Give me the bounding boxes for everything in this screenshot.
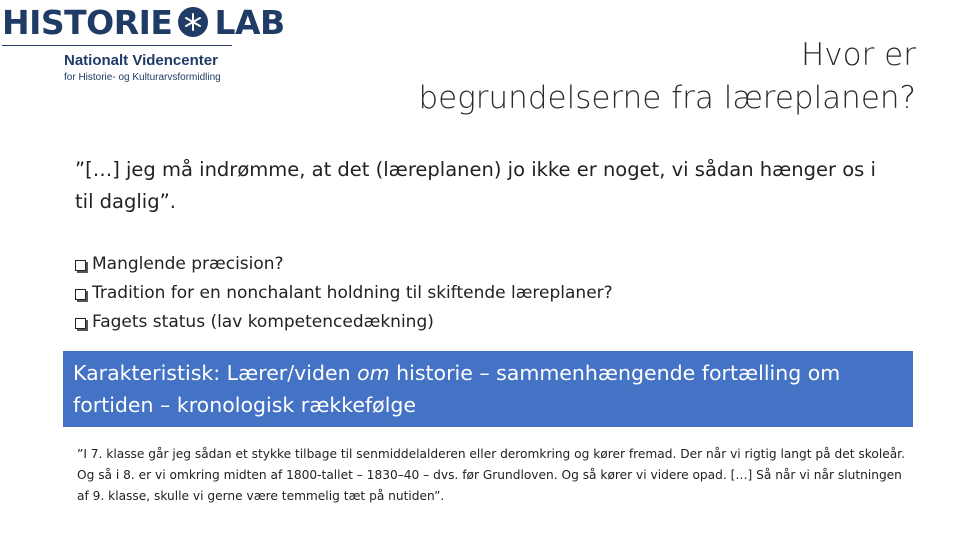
callout-text-end: historie – sammenhængende fortælling om fortiden – kronologisk rækkefølge [73, 361, 841, 417]
logo-divider [2, 45, 232, 46]
slide-title-line-2: begrundelserne fra læreplanen? [418, 80, 916, 116]
slide-title [418, 34, 916, 120]
logo-word-lab: LAB [214, 2, 285, 42]
list-item-label: Manglende præcision? [92, 254, 284, 274]
logo-tagline: for Historie- og Kulturarvsformidling [64, 72, 221, 83]
checkbox-bullet-icon [75, 289, 86, 300]
list-item-label: Tradition for en nonchalant holdning til skiftende læreplaner? [92, 283, 613, 303]
historielab-logo [0, 0, 285, 92]
checkbox-bullet-icon [75, 260, 86, 271]
characteristic-callout [63, 351, 913, 427]
logo-word-historie: HISTORIE [2, 2, 173, 42]
callout-text-start: Karakteristisk: Lærer/viden [73, 361, 358, 385]
list-item-label: Fagets status (lav kompetencedækning) [92, 312, 434, 332]
list-item [75, 308, 895, 337]
checkbox-bullet-icon [75, 318, 86, 329]
logo-subtitle: Nationalt Videncenter [64, 52, 218, 69]
list-item [75, 279, 895, 308]
interview-citation: ”I 7. klasse går jeg sådan et stykke tilbage til senmiddelalderen eller deromkring og kører fremad. Der når vi rigtig langt på det skoleår. Og så i 8. er vi omkring midten af 1800-tallet – 1830–40 – dvs. før Grundloven. Og så kører vi videre opad. […] Så når vi når slutningen af 9. klasse, skulle vi gerne være temmelig tæt på nutiden”. [77, 447, 905, 503]
teacher-quote: ”[…] jeg må indrømme, at det (læreplanen) jo ikke er noget, vi sådan hænger os i til daglig”. [75, 158, 876, 213]
reasons-list [75, 250, 895, 337]
callout-emphasis: om [357, 361, 390, 385]
logo-wordmark [2, 2, 285, 42]
slide-title-line-1: Hvor er [800, 37, 916, 73]
list-item [75, 250, 895, 279]
star-icon [178, 7, 208, 37]
